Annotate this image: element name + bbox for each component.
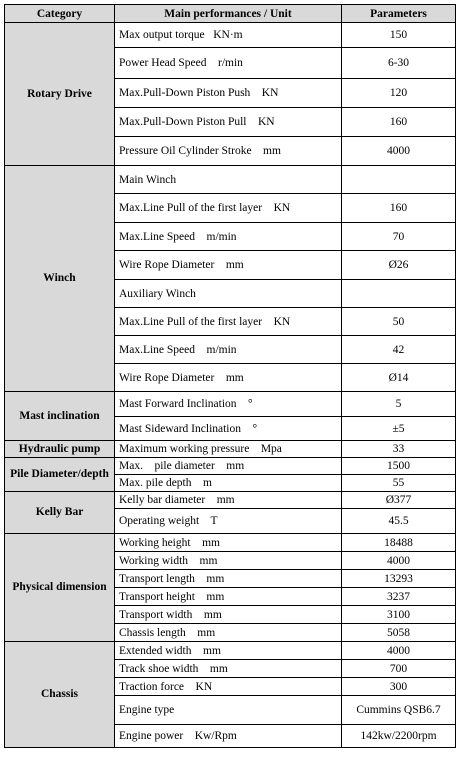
parameter-cell: 70	[342, 223, 456, 251]
performance-cell: Engine power Kw/Rpm	[115, 725, 342, 748]
category-cell: Rotary Drive	[5, 23, 115, 166]
performance-cell: Working width mm	[115, 552, 342, 570]
performance-cell: Extended width mm	[115, 642, 342, 660]
parameter-cell: 120	[342, 79, 456, 108]
performance-cell: Max. pile diameter mm	[115, 458, 342, 475]
category-cell: Kelly Bar	[5, 492, 115, 534]
performance-cell: Working height mm	[115, 534, 342, 552]
header-category: Category	[5, 5, 115, 23]
performance-cell: Transport length mm	[115, 570, 342, 588]
parameter-cell: 4000	[342, 642, 456, 660]
performance-cell: Wire Rope Diameter mm	[115, 364, 342, 392]
performance-cell: Power Head Speed r/min	[115, 48, 342, 79]
parameter-cell: Ø26	[342, 251, 456, 280]
parameter-cell: 3100	[342, 606, 456, 624]
parameter-cell: 5058	[342, 624, 456, 642]
header-performance: Main performances / Unit	[115, 5, 342, 23]
performance-cell: Max.Line Speed m/min	[115, 223, 342, 251]
performance-cell: Max output torque KN·m	[115, 23, 342, 48]
parameter-cell: 50	[342, 308, 456, 336]
performance-cell: Engine type	[115, 696, 342, 725]
parameter-cell: 6-30	[342, 48, 456, 79]
specifications-table	[4, 4, 456, 748]
performance-cell: Pressure Oil Cylinder Stroke mm	[115, 137, 342, 166]
performance-cell: Maximum working pressure Mpa	[115, 441, 342, 458]
performance-cell: Max.Line Speed m/min	[115, 336, 342, 364]
parameter-cell: 33	[342, 441, 456, 458]
parameter-cell: 3237	[342, 588, 456, 606]
performance-cell: Max.Pull-Down Piston Push KN	[115, 79, 342, 108]
category-cell: Hydraulic pump	[5, 441, 115, 458]
parameter-cell: Ø377	[342, 492, 456, 509]
performance-cell: Max.Line Pull of the first layer KN	[115, 194, 342, 223]
performance-cell: Traction force KN	[115, 678, 342, 696]
performance-cell: Mast Forward Inclination °	[115, 392, 342, 417]
parameter-cell: 300	[342, 678, 456, 696]
parameter-cell: 1500	[342, 458, 456, 475]
performance-cell: Transport height mm	[115, 588, 342, 606]
header-parameters: Parameters	[342, 5, 456, 23]
table-row	[5, 166, 456, 194]
table-header-row	[5, 5, 456, 23]
category-cell: Mast inclination	[5, 392, 115, 441]
performance-cell: Kelly bar diameter mm	[115, 492, 342, 509]
performance-cell: Transport width mm	[115, 606, 342, 624]
performance-cell: Main Winch	[115, 166, 342, 194]
parameter-cell: Ø14	[342, 364, 456, 392]
performance-cell: Max.Pull-Down Piston Pull KN	[115, 108, 342, 137]
parameter-cell: 160	[342, 194, 456, 223]
parameter-cell	[342, 166, 456, 194]
table-row	[5, 458, 456, 475]
performance-cell: Wire Rope Diameter mm	[115, 251, 342, 280]
parameter-cell: 45.5	[342, 509, 456, 534]
parameter-cell	[342, 280, 456, 308]
parameter-cell: 18488	[342, 534, 456, 552]
table-row	[5, 23, 456, 48]
parameter-cell: 4000	[342, 137, 456, 166]
parameter-cell: 5	[342, 392, 456, 417]
parameter-cell: 142kw/2200rpm	[342, 725, 456, 748]
category-cell: Chassis	[5, 642, 115, 748]
parameter-cell: 55	[342, 475, 456, 492]
parameter-cell: 4000	[342, 552, 456, 570]
parameter-cell: Cummins QSB6.7	[342, 696, 456, 725]
parameter-cell: ±5	[342, 417, 456, 441]
performance-cell: Max.Line Pull of the first layer KN	[115, 308, 342, 336]
parameter-cell: 150	[342, 23, 456, 48]
parameter-cell: 160	[342, 108, 456, 137]
performance-cell: Chassis length mm	[115, 624, 342, 642]
table-body	[5, 23, 456, 748]
performance-cell: Operating weight T	[115, 509, 342, 534]
table-row	[5, 441, 456, 458]
parameter-cell: 700	[342, 660, 456, 678]
category-cell: Physical dimension	[5, 534, 115, 642]
performance-cell: Mast Sideward Inclination °	[115, 417, 342, 441]
performance-cell: Max. pile depth m	[115, 475, 342, 492]
table-row	[5, 392, 456, 417]
performance-cell: Auxiliary Winch	[115, 280, 342, 308]
table-row	[5, 534, 456, 552]
category-cell: Pile Diameter/depth	[5, 458, 115, 492]
category-cell: Winch	[5, 166, 115, 392]
performance-cell: Track shoe width mm	[115, 660, 342, 678]
table-row	[5, 642, 456, 660]
parameter-cell: 42	[342, 336, 456, 364]
parameter-cell: 13293	[342, 570, 456, 588]
table-row	[5, 492, 456, 509]
